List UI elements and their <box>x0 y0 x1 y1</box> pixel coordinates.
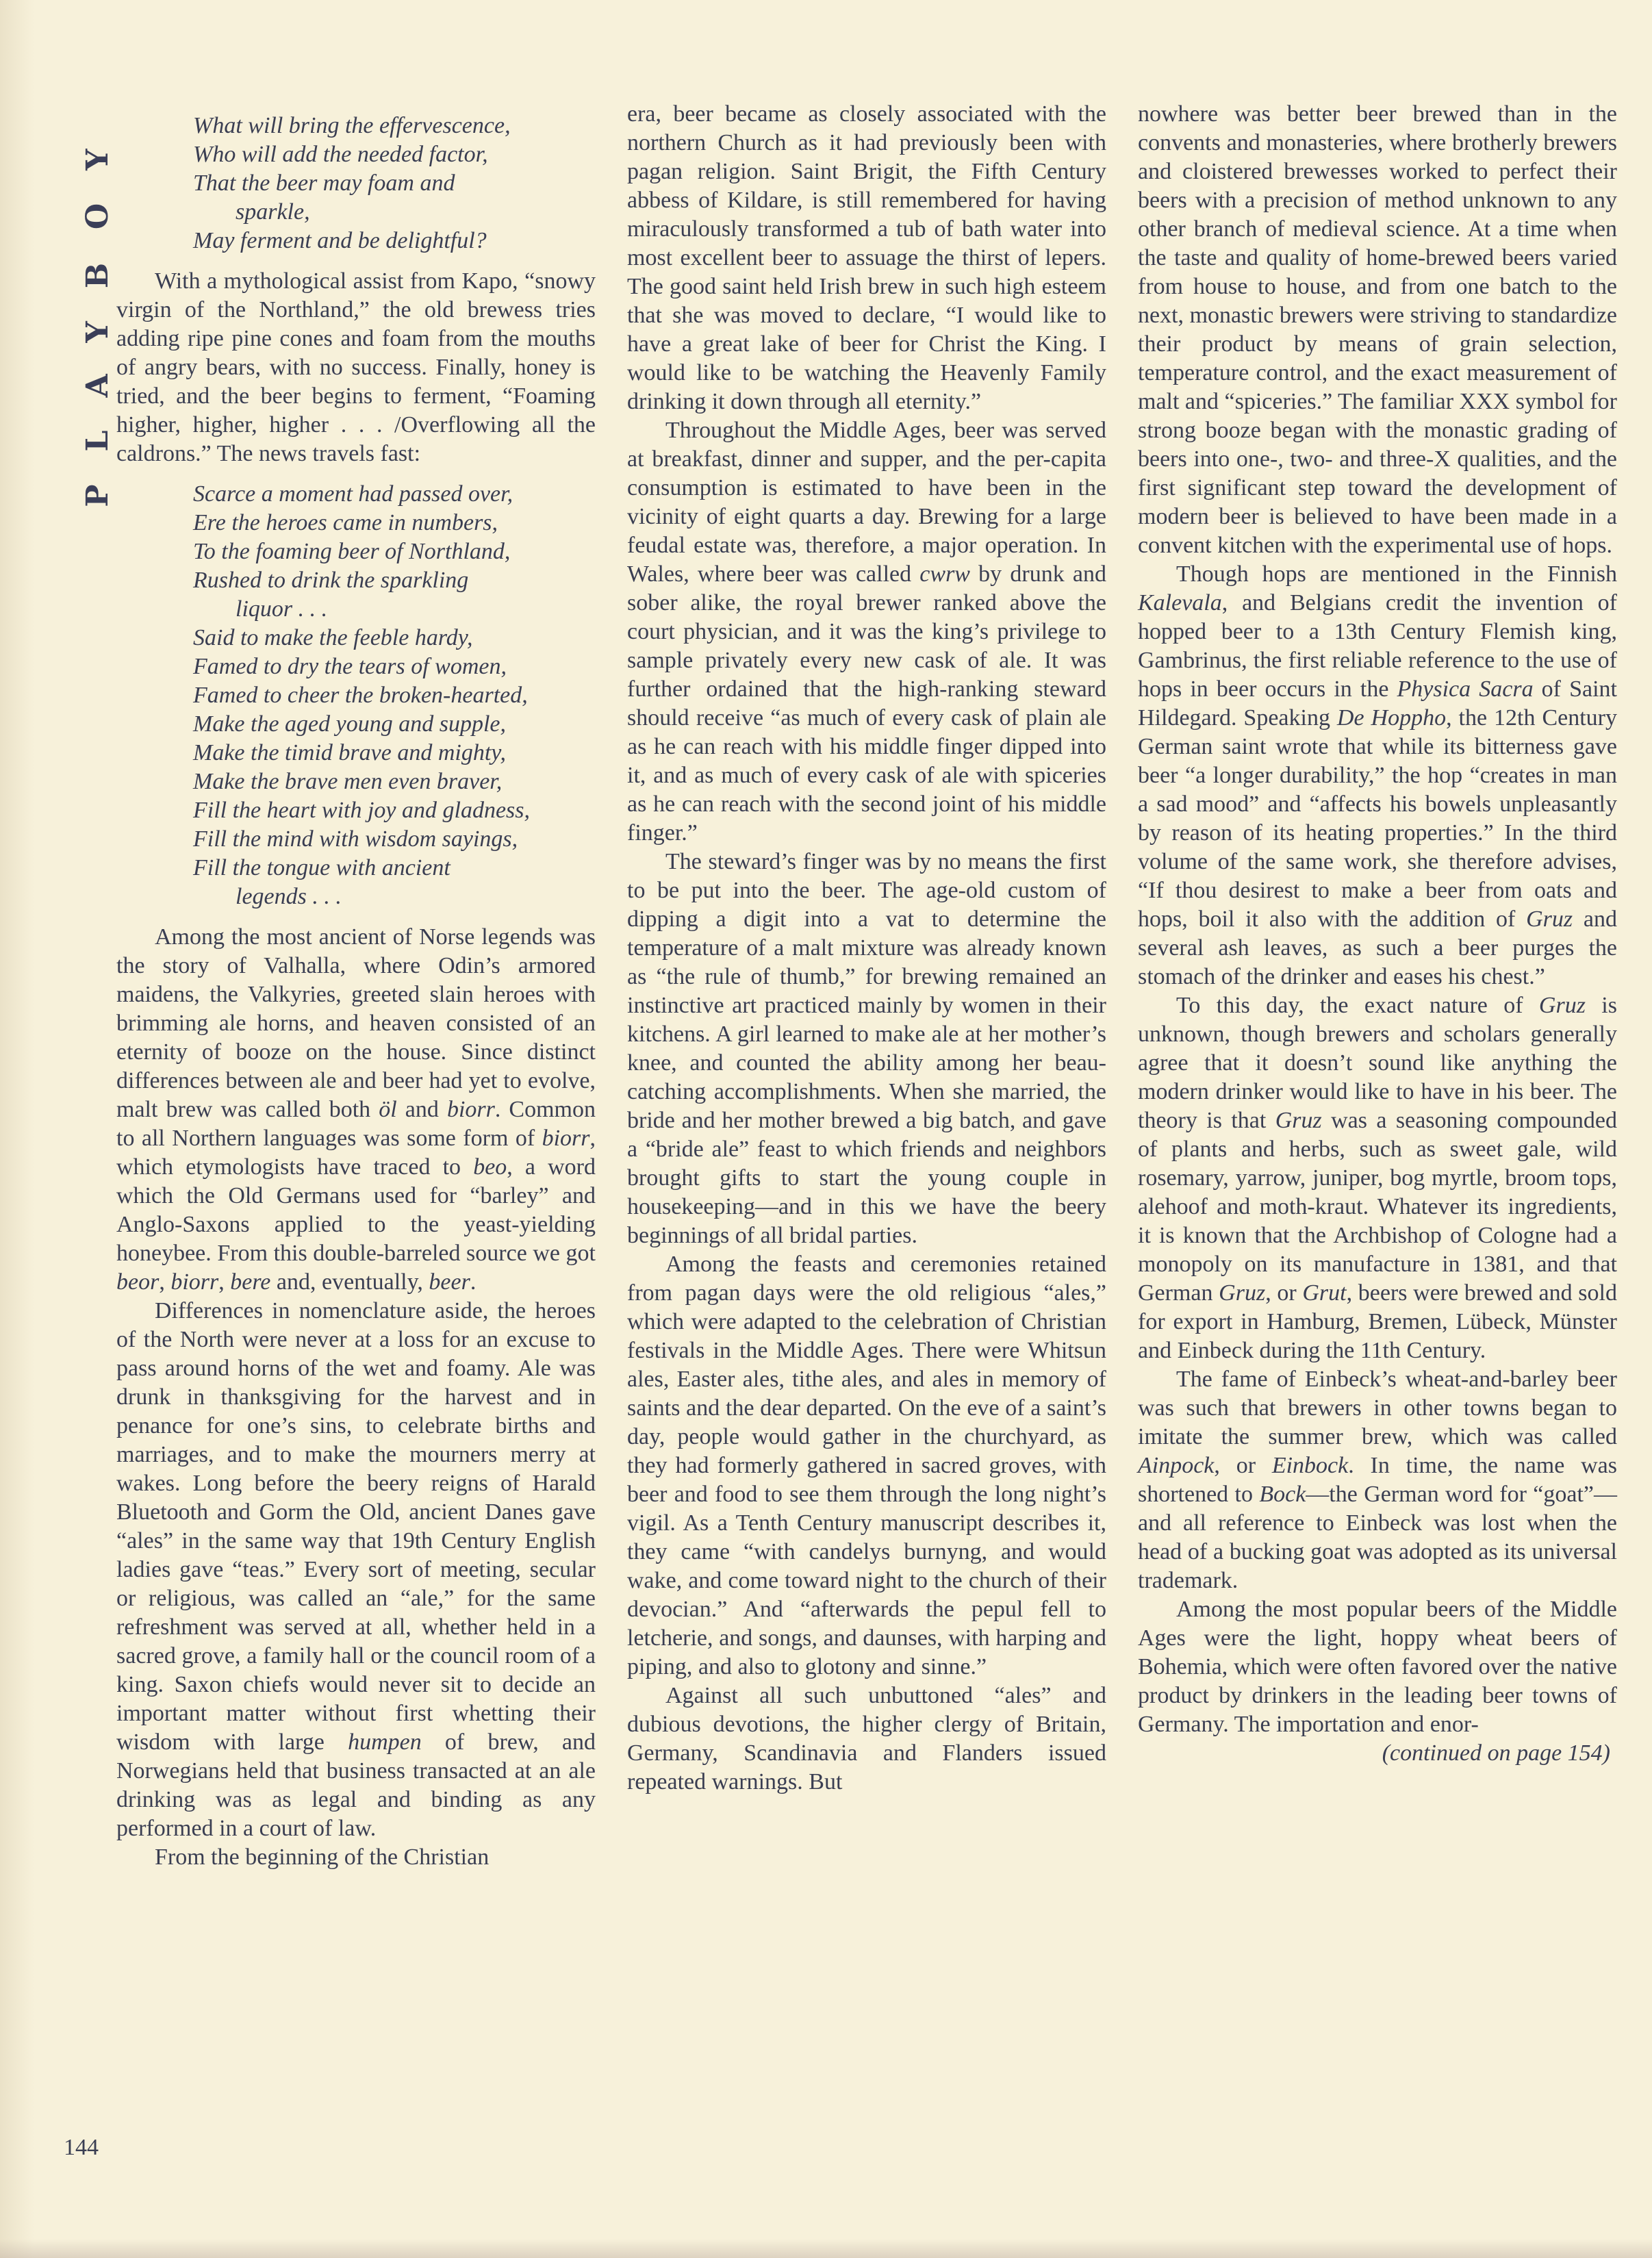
text-run: . Common to all Northern languages was some form of <box>116 1097 596 1151</box>
italic-text-run: biorr <box>170 1269 219 1295</box>
italic-text-run: biorr <box>542 1126 590 1151</box>
verse-line: Make the brave men even braver, <box>193 769 503 794</box>
italic-text-run: Kalevala <box>1138 590 1222 616</box>
text-run: To this day, the exact nature of <box>1176 993 1539 1018</box>
paragraph <box>627 1682 1106 1797</box>
verse-line: To the foaming beer of Northland, <box>193 539 511 564</box>
italic-text-run: Gruz <box>1526 906 1573 932</box>
verse-block <box>193 480 596 911</box>
text-run: , <box>218 1269 231 1295</box>
verse-line: Make the aged young and supple, <box>193 711 506 737</box>
italic-text-run: Gruz <box>1538 993 1586 1018</box>
italic-text-run: bere <box>230 1269 271 1295</box>
text-run: Though hops are mentioned in the Finnish <box>1176 561 1617 587</box>
column-1 <box>116 100 596 1872</box>
paragraph <box>1138 991 1617 1365</box>
verse-line: liquor . . . <box>236 596 328 622</box>
text-run: is unknown, though brewers and scholars generally agree that it doesn’t sound like anything the modern drinker would like to have in his beer. The theory is that <box>1138 993 1617 1133</box>
text-run: Throughout the Middle Ages, beer was served at breakfast, dinner and supper, and the per-capita consumption is estimated to have been in the vicinity of eight quarts a day. Brewing for a large feudal estate was, therefore, a major operation. In Wales, where beer was called <box>627 418 1106 587</box>
text-run: Among the feasts and ceremonies retained from pagan days were the old religious “ales,” which were adapted to the celebration of Christian festivals in the Middle Ages. There were Whitsun ales, Easter ales, tithe ales, and ales in memory of saints and the dear departed. On the eve of a saint’s day, people would gather in the churchyard, as they had formerly gathered in sacred groves, with beer and food to see them through the long night’s vigil. As a Tenth Century manuscript describes it, they came “with candelys burnyng, and would wake, and come toward night to the church of their devocian.” And “afterwards the pepul fell to letcherie, and songs, and daunses, with harping and piping, and also to glotony and sinne.” <box>627 1252 1106 1679</box>
text-run: , a word which the Old Germans used for “barley” and Anglo-Saxons applied to the yeast-yielding honeybee. From this double-barreled source we got <box>116 1154 596 1266</box>
page-number: 144 <box>64 2135 99 2160</box>
text-run: Among the most popular beers of the Middle Ages were the light, hoppy wheat beers of Bohemia, which were often favored over the native product by drinkers in the leading beer towns of Germany. The importation and enor- <box>1138 1597 1617 1737</box>
paragraph <box>116 1297 596 1843</box>
verse-line: What will bring the effervescence, <box>193 113 511 138</box>
italic-text-run: humpen <box>348 1729 422 1755</box>
italic-text-run: Ainpock <box>1138 1453 1215 1478</box>
verse-line: Fill the tongue with ancient <box>193 855 450 880</box>
italic-text-run: Gruz <box>1275 1108 1322 1133</box>
italic-text-run: Grut <box>1302 1280 1347 1306</box>
text-run: , which etymologists have traced to <box>116 1126 596 1180</box>
italic-text-run: (continued on page 154) <box>1382 1740 1610 1766</box>
text-run: was a seasoning compounded of plants and herbs, such as sweet gale, wild rosemary, yarrow, juniper, bog myrtle, broom tops, alehoof and moth-kraut. Whatever its ingredients, it is known that the Archbishop of Cologne had a monopoly on its manufacture in 1381, and that German <box>1138 1108 1617 1306</box>
italic-text-run: Bock <box>1259 1482 1306 1507</box>
paragraph <box>116 267 596 468</box>
text-run: . In time, the name was shortened to <box>1138 1453 1618 1507</box>
paragraph <box>627 848 1106 1250</box>
text-run: . <box>470 1269 476 1295</box>
text-run: era, beer became as closely associated with the northern Church as it had previously been with pagan religion. Saint Brigit, the Fifth Century abbess of Kildare, is still remembered for having miraculously transformed a tub of bath water into most excellent beer to assuage the thirst of lepers. The good saint held Irish brew in such high esteem that she was moved to declare, “I would like to have a great lake of beer for Christ the King. I would like to be watching the Heavenly Family drinking it down through all eternity.” <box>627 101 1106 414</box>
column-3 <box>1138 100 1617 1872</box>
verse-line: May ferment and be delightful? <box>193 228 487 253</box>
text-run: —the German word for “goat”—and all reference to Einbeck was lost when the head of a bucking goat was adopted as its universal trademark. <box>1138 1482 1617 1593</box>
verse-line: Said to make the feeble hardy, <box>193 625 473 650</box>
verse-line: sparkle, <box>236 199 310 225</box>
italic-text-run: Physica Sacra <box>1397 676 1534 702</box>
italic-text-run: Einbock <box>1271 1453 1349 1478</box>
verse-line: Fill the mind with wisdom sayings, <box>193 826 518 852</box>
italic-text-run: öl <box>379 1097 397 1122</box>
text-run: , or <box>1265 1280 1303 1306</box>
verse-line: Famed to cheer the broken-hearted, <box>193 683 528 708</box>
verse-line: Ere the heroes came in numbers, <box>193 510 498 535</box>
text-run: From the beginning of the Christian <box>155 1844 490 1870</box>
text-run: and <box>396 1097 447 1122</box>
text-run: and several ash leaves, as such a beer purges the stomach of the drinker and eases his chest.” <box>1138 906 1617 989</box>
text-run: , the 12th Century German saint wrote that while its bitterness gave beer “a longer durability,” the hop “creates in man a sad mood” and “affects his bowels unpleasantly by reason of its heating properties.” In the third volume of the same work, she therefore advises, “If thou desirest to make a beer from oats and hops, boil it also with the addition of <box>1138 705 1617 932</box>
paragraph <box>1138 100 1617 560</box>
paragraph <box>1138 560 1617 991</box>
text-run: Against all such unbuttoned “ales” and dubious devotions, the higher clergy of Britain, Germany, Scandinavia and Flanders issued repeated warnings. But <box>627 1683 1106 1794</box>
text-run: The fame of Einbeck’s wheat-and-barley beer was such that brewers in other towns began to imitate the summer brew, which was called <box>1138 1367 1617 1449</box>
verse-line: Make the timid brave and mighty, <box>193 740 507 765</box>
verse-line: Scarce a moment had passed over, <box>193 481 513 507</box>
text-run: The steward’s finger was by no means the first to be put into the beer. The age-old custom of dipping a digit into a vat to determine the temperature of a malt mixture was already known as “the rule of thumb,” for brewing remained an instinctive art practiced mainly by women in their kitchens. A girl learned to make ale at her mother’s knee, and counted the ability among her beau-catching accomplishments. When she married, the bride and her mother brewed a big batch, and gave a “bride ale” feast to which friends and neighbors brought gifts to start the young couple in housekeeping—and in this we have the beery beginnings of all bridal parties. <box>627 849 1106 1248</box>
magazine-title-vertical: PLAYBOY <box>80 116 115 507</box>
text-run: , or <box>1214 1453 1272 1478</box>
italic-text-run: cwrw <box>919 561 970 587</box>
paragraph <box>1138 1365 1617 1595</box>
verse-line: That the beer may foam and <box>193 170 455 196</box>
text-run: of brew, and Norwegians held that business transacted at an ale drinking was as legal and binding as any performed in a court of law. <box>116 1729 596 1841</box>
paragraph <box>1138 1595 1617 1739</box>
paragraph <box>116 923 596 1297</box>
verse-line: Famed to dry the tears of women, <box>193 654 507 679</box>
italic-text-run: beo <box>473 1154 507 1180</box>
verse-line: legends . . . <box>236 884 342 909</box>
column-2 <box>627 100 1106 1872</box>
text-run: Among the most ancient of Norse legends was the story of Valhalla, where Odin’s armored maidens, the Valkyries, greeted slain heroes with brimming ale horns, and heaven consisted of an eternity of booze on the house. Since distinct differences between ale and beer had yet to evolve, malt brew was called both <box>116 924 596 1122</box>
text-run: Differences in nomenclature aside, the heroes of the North were never at a loss for an excuse to pass around horns of the wet and foamy. Ale was drunk in thanksgiving for the harvest and in penance for one’s sins, to celebrate births and marriages, and to make the mourners merry at wakes. Long before the beery reigns of Harald Bluetooth and Gorm the Old, ancient Danes gave “ales” in the same way that 19th Century English ladies gave “teas.” Every sort of meeting, secular or religious, was called an “ale,” for the same refreshment was served at all, whether held in a sacred grove, a family hall or the council room of a king. Saxon chiefs would never sit to decide an important matter without first whetting their wisdom with large <box>116 1298 596 1755</box>
verse-line: Who will add the needed factor, <box>193 142 488 167</box>
paragraph <box>1138 1739 1617 1768</box>
verse-line: Fill the heart with joy and gladness, <box>193 798 531 823</box>
text-run: by drunk and sober alike, the royal brewer ranked above the court physician, and it was the king’s privilege to sample privately every new cask of ale. It was further ordained that the high-ranking steward should receive “as much of every cask of plain ale as he can reach with his middle finger dipped into it, and as much of every cask of ale with spiceries as he can reach with the second joint of his middle finger.” <box>627 561 1106 846</box>
verse-block <box>193 112 596 255</box>
paragraph <box>627 1250 1106 1682</box>
paragraph <box>627 416 1106 848</box>
text-run: , beers were brewed and sold for export in Hamburg, Bremen, Lübeck, Münster and Einbeck during the 11th Century. <box>1138 1280 1617 1363</box>
italic-text-run: beer <box>429 1269 470 1295</box>
italic-text-run: beor <box>116 1269 160 1295</box>
text-run: nowhere was better beer brewed than in the convents and monasteries, where brotherly brewers and cloistered brewesses worked to perfect their beers with a precision of method unknown to any other branch of medieval science. At a time when the taste and quality of home-brewed beers varied from house to house, and from one batch to the next, monastic brewers were striving to standardize their product by means of grain selection, temperature control, and the exact measurement of malt and “spiceries.” The familiar XXX symbol for strong booze began with the monastic grading of beers into one-, two- and three-X qualities, and the first significant step toward the development of modern beer is believed to have been made in a convent kitchen with the experimental use of hops. <box>1138 101 1617 558</box>
text-run: of Saint Hildegard. Speaking <box>1138 676 1617 731</box>
text-run: , <box>159 1269 171 1295</box>
italic-text-run: Gruz <box>1219 1280 1266 1306</box>
text-run: With a mythological assist from Kapo, “snowy virgin of the Northland,” the old brewess tries adding ripe pine cones and foam from the mouths of angry bears, with no success. Finally, honey is tried, and the beer begins to ferment, “Foaming higher, higher, higher . . . /Overflowing all the caldrons.” The news travels fast: <box>116 268 596 466</box>
italic-text-run: De Hoppho <box>1336 705 1447 731</box>
text-run: , and Belgians credit the invention of hopped beer to a 13th Century Flemish king, Gambrinus, the first reliable reference to the use of hops in beer occurs in the <box>1138 590 1617 702</box>
paragraph <box>116 1843 596 1872</box>
italic-text-run: biorr <box>446 1097 495 1122</box>
verse-line: Rushed to drink the sparkling <box>193 568 469 593</box>
paragraph <box>627 100 1106 416</box>
article-columns <box>116 100 1617 1872</box>
text-run: and, eventually, <box>270 1269 429 1295</box>
